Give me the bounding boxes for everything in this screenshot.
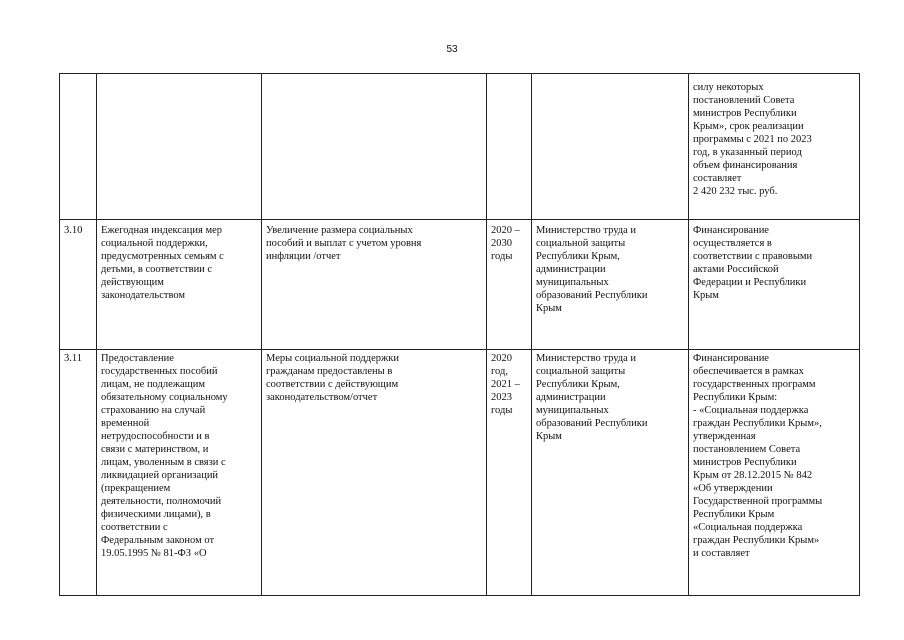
measures-table xyxy=(59,73,860,596)
action-cell: Предоставление государственных пособий лицам, не подлежащим обязательному социальному страхованию на случай временной нетрудоспособности и в связи с материнством, и лицам, уволенным в связи с ликвидацией организаций (прекращением деятельности, полномочий физическими лицами), в соответствии с Федеральным законом от 19.05.1995 № 81-ФЗ «О xyxy=(97,350,262,596)
term-cell: 2020 – 2030 годы xyxy=(487,220,532,350)
table-row xyxy=(60,74,860,220)
result-cell: Меры социальной поддержки гражданам предоставлены в соответствии с действующим законодательством/отчет xyxy=(262,350,487,596)
term-cell: 2020 год, 2021 – 2023 годы xyxy=(487,350,532,596)
financing-cell: Финансирование обеспечивается в рамках государственных программ Республики Крым: - «Социальная поддержка граждан Республики Крым», утвержденная постановлением Совета министров Республики Крым от 28.12.2015 № 842 «Об утверждении Государственной программы Республики Крым «Социальная поддержка граждан Республики Крым» и составляет xyxy=(689,350,860,596)
executor-cell: Министерство труда и социальной защиты Республики Крым, администрации муниципальных образований Республики Крым xyxy=(532,350,689,596)
financing-cell: Финансирование осуществляется в соответствии с правовыми актами Российской Федерации и Республики Крым xyxy=(689,220,860,350)
row-number-cell xyxy=(60,74,97,220)
term-cell xyxy=(487,74,532,220)
financing-cell: силу некоторых постановлений Совета министров Республики Крым», срок реализации программы с 2021 по 2023 год, в указанный период объем финансирования составляет 2 420 232 тыс. руб. xyxy=(689,74,860,220)
action-cell: Ежегодная индексация мер социальной поддержки, предусмотренных семьям с детьми, в соответствии с действующим законодательством xyxy=(97,220,262,350)
executor-cell xyxy=(532,74,689,220)
action-cell xyxy=(97,74,262,220)
row-number-cell: 3.11 xyxy=(60,350,97,596)
table-row xyxy=(60,350,860,596)
result-cell: Увеличение размера социальных пособий и выплат с учетом уровня инфляции /отчет xyxy=(262,220,487,350)
executor-cell: Министерство труда и социальной защиты Республики Крым, администрации муниципальных образований Республики Крым xyxy=(532,220,689,350)
table-row xyxy=(60,220,860,350)
row-number-cell: 3.10 xyxy=(60,220,97,350)
result-cell xyxy=(262,74,487,220)
page-number: 53 xyxy=(446,44,458,55)
